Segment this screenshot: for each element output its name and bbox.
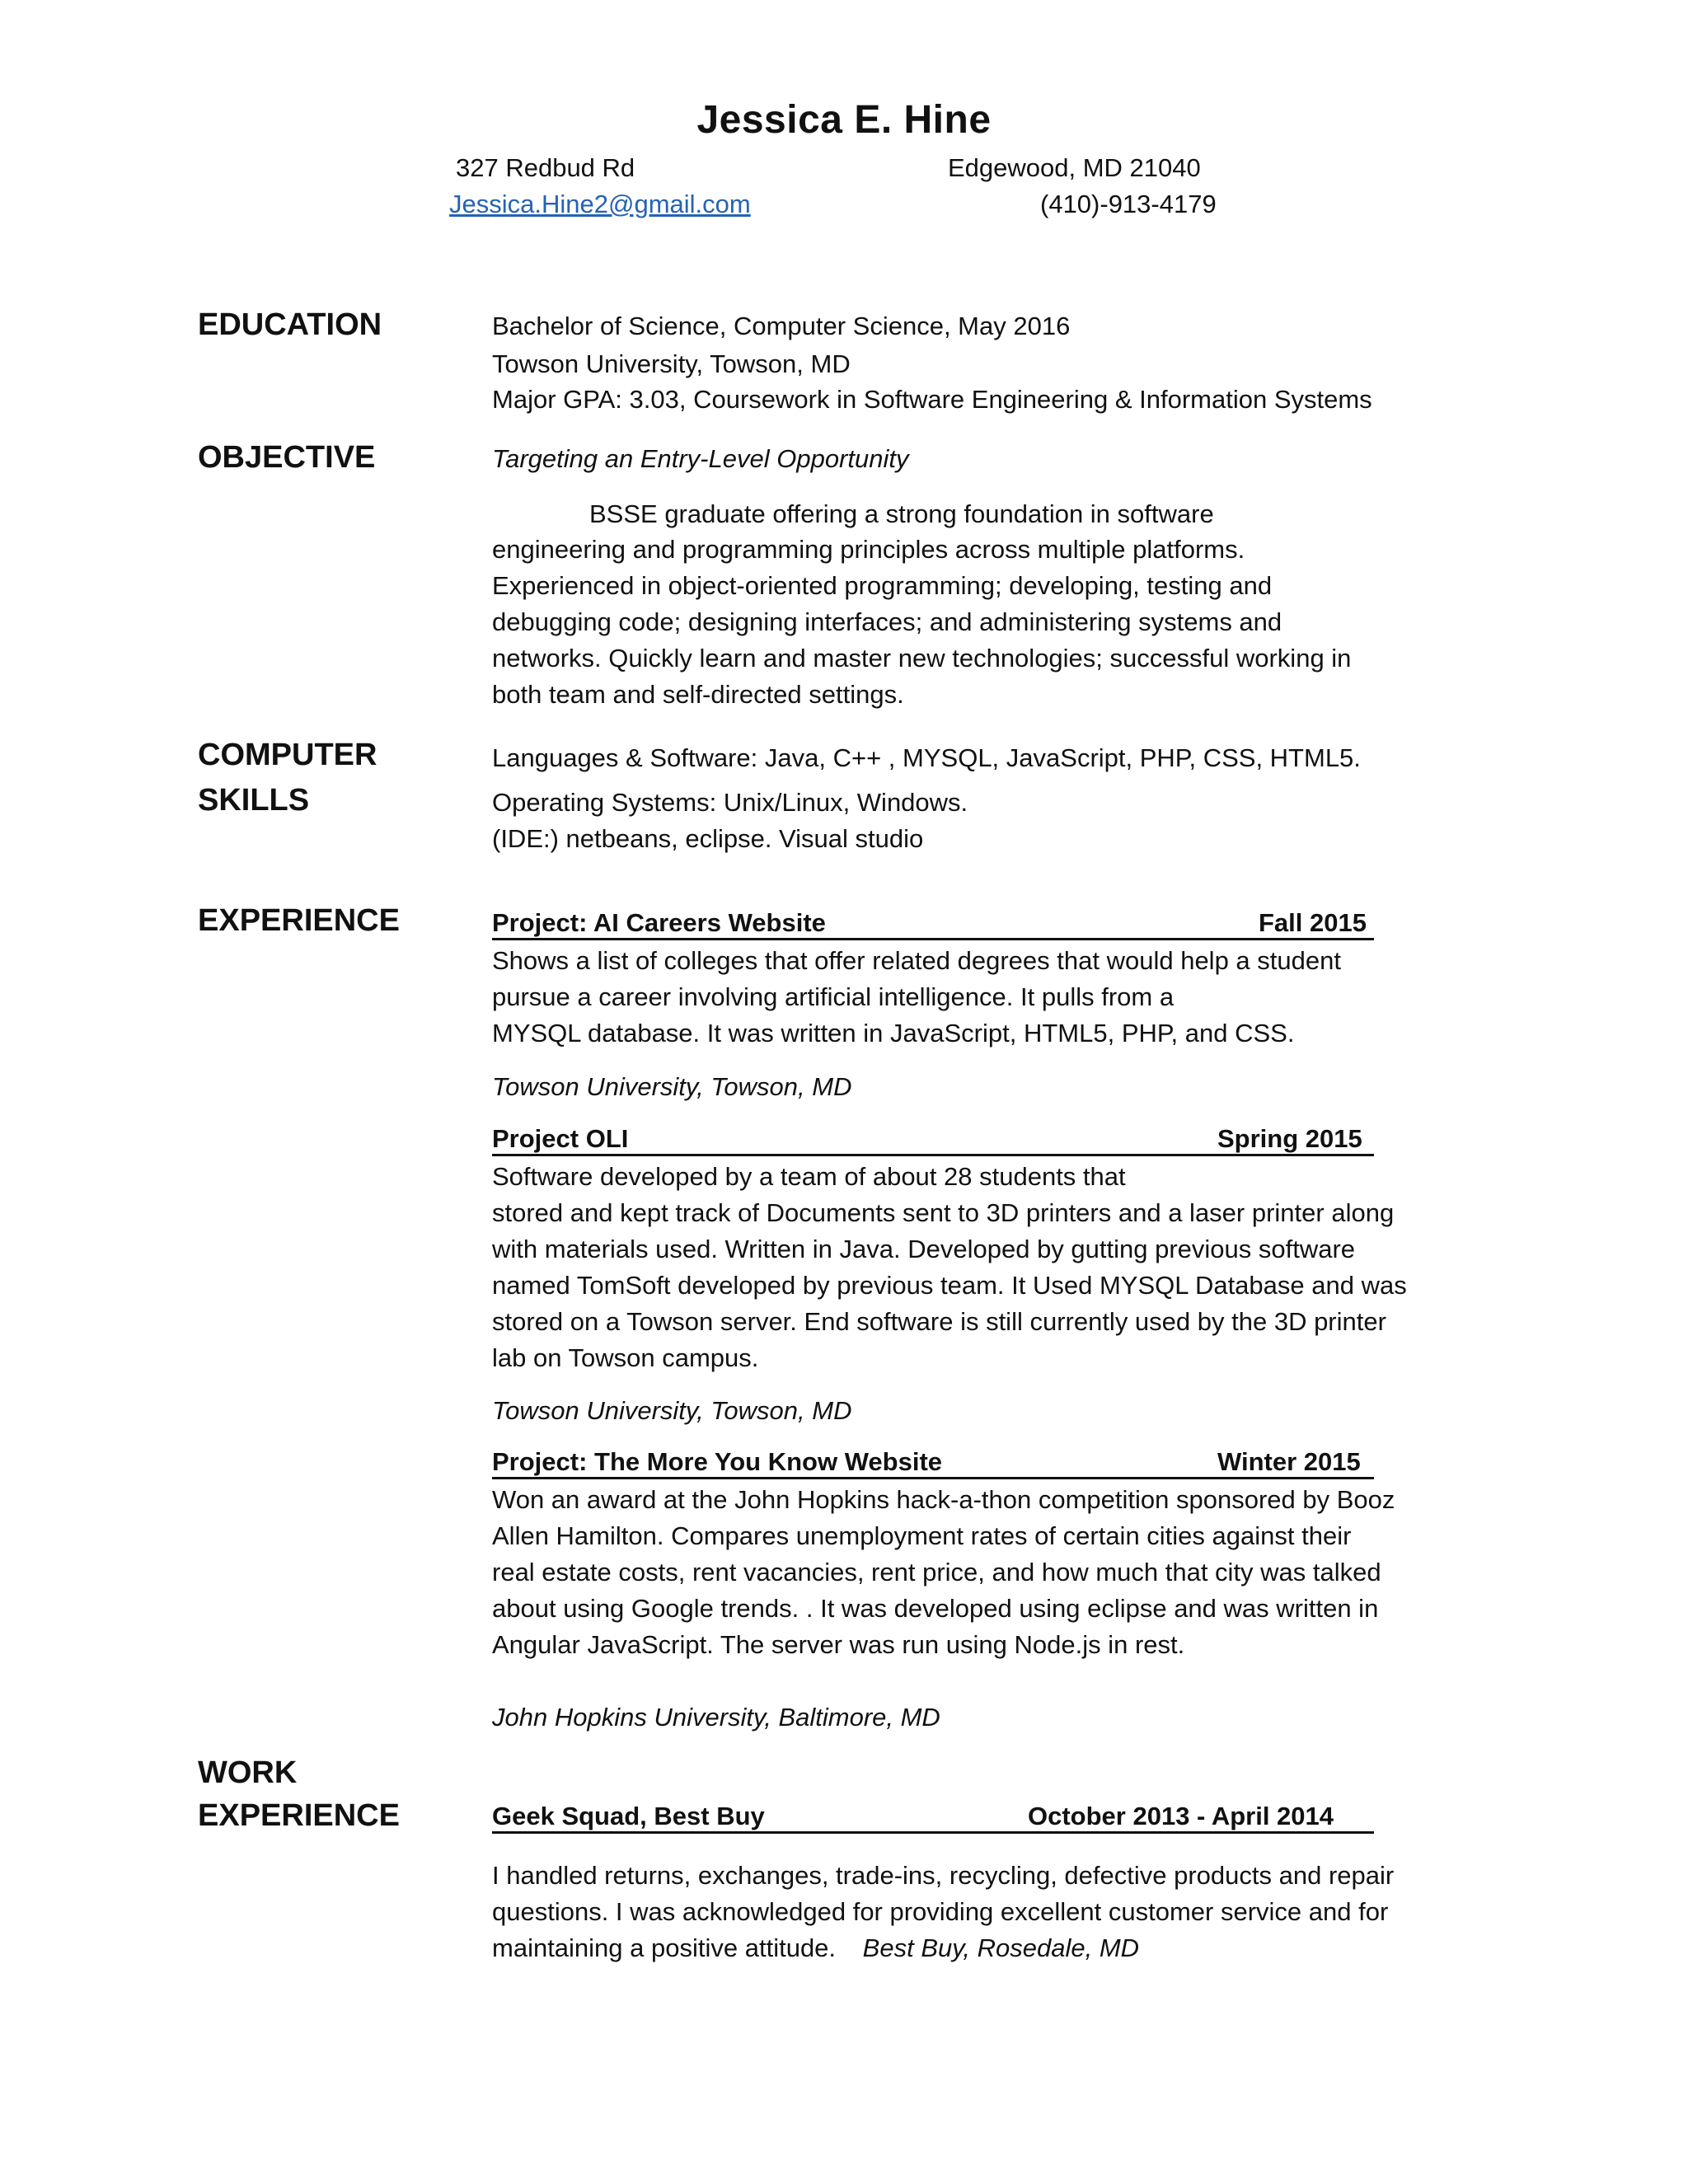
skills-heading-line2: SKILLS (198, 783, 310, 818)
objective-line: BSSE graduate offering a strong foundation in software (589, 499, 1214, 528)
job-dates: October 2013 - April 2014 (1028, 1802, 1334, 1830)
project-desc-line: named TomSoft developed by previous team. It Used MYSQL Database and was (492, 1271, 1407, 1300)
project-header (492, 908, 1374, 940)
job-desc-line (492, 1930, 1139, 1966)
work-heading-line2: EXPERIENCE (198, 1798, 400, 1833)
project-title: Project: The More You Know Website (492, 1447, 943, 1476)
job-desc-line: I handled returns, exchanges, trade-ins, recycling, defective products and repair (492, 1861, 1395, 1890)
project-header (492, 1447, 1374, 1479)
project-desc-line: stored and kept track of Documents sent to 3D printers and a laser printer along (492, 1198, 1395, 1227)
work-heading-line1: WORK (198, 1755, 298, 1790)
job-location: Best Buy, Rosedale, MD (862, 1933, 1140, 1962)
project-date: Spring 2015 (1217, 1124, 1362, 1153)
objective-heading: OBJECTIVE (198, 440, 376, 475)
objective-line: debugging code; designing interfaces; and administering systems and (492, 607, 1282, 636)
project-location: Towson University, Towson, MD (492, 1072, 852, 1101)
objective-line: networks. Quickly learn and master new technologies; successful working in (492, 644, 1352, 673)
project-title: Project OLI (492, 1124, 629, 1153)
project-header (492, 1124, 1374, 1156)
project-location: John Hopkins University, Baltimore, MD (492, 1703, 940, 1732)
email-link[interactable]: Jessica.Hine2@gmail.com (449, 190, 751, 218)
project-desc-line: real estate costs, rent vacancies, rent price, and how much that city was talked (492, 1558, 1381, 1586)
project-desc-line: lab on Towson campus. (492, 1343, 759, 1372)
phone-number: (410)-913-4179 (1040, 190, 1217, 218)
project-desc-line: Shows a list of colleges that offer related degrees that would help a student (492, 946, 1341, 975)
job-desc-line: questions. I was acknowledged for providing excellent customer service and for (492, 1897, 1389, 1926)
project-desc-line: pursue a career involving artificial intelligence. It pulls from a (492, 982, 1175, 1011)
project-desc-line: Angular JavaScript. The server was run using Node.js in rest. (492, 1630, 1185, 1659)
project-desc-line: about using Google trends. . It was developed using eclipse and was written in (492, 1594, 1379, 1623)
resume-name: Jessica E. Hine (696, 98, 992, 142)
job-header (492, 1802, 1374, 1834)
project-location: Towson University, Towson, MD (492, 1396, 852, 1425)
objective-line: both team and self-directed settings. (492, 680, 904, 709)
education-gpa: Major GPA: 3.03, Coursework in Software Engineering & Information Systems (492, 385, 1372, 414)
skills-os: Operating Systems: Unix/Linux, Windows. (492, 788, 968, 817)
project-title: Project: AI Careers Website (492, 908, 826, 937)
city-state-zip: Edgewood, MD 21040 (948, 153, 1201, 182)
project-desc-line: Won an award at the John Hopkins hack-a-thon competition sponsored by Booz (492, 1485, 1395, 1514)
experience-heading: EXPERIENCE (198, 903, 400, 938)
project-date: Winter 2015 (1217, 1447, 1361, 1476)
project-desc-line: stored on a Towson server. End software is still currently used by the 3D printer (492, 1307, 1386, 1336)
project-date: Fall 2015 (1259, 908, 1367, 937)
skills-ide: (IDE:) netbeans, eclipse. Visual studio (492, 824, 924, 853)
objective-tagline: Targeting an Entry-Level Opportunity (492, 444, 909, 473)
project-desc-line: Allen Hamilton. Compares unemployment rates of certain cities against their (492, 1521, 1352, 1550)
education-degree: Bachelor of Science, Computer Science, May 2016 (492, 312, 1071, 340)
street-address: 327 Redbud Rd (456, 153, 635, 182)
skills-languages: Languages & Software: Java, C++ , MYSQL, JavaScript, PHP, CSS, HTML5. (492, 743, 1361, 772)
education-heading: EDUCATION (198, 307, 382, 342)
education-school: Towson University, Towson, MD (492, 349, 851, 378)
job-desc-text: maintaining a positive attitude. (492, 1933, 837, 1962)
objective-line: Experienced in object-oriented programming; developing, testing and (492, 571, 1273, 600)
job-title: Geek Squad, Best Buy (492, 1802, 765, 1830)
project-desc-line: with materials used. Written in Java. Developed by gutting previous software (492, 1235, 1356, 1263)
project-desc-line: MYSQL database. It was written in JavaScript, HTML5, PHP, and CSS. (492, 1019, 1295, 1047)
skills-heading-line1: COMPUTER (198, 738, 377, 772)
project-desc-line: Software developed by a team of about 28 students that (492, 1162, 1126, 1191)
objective-line: engineering and programming principles across multiple platforms. (492, 535, 1245, 564)
